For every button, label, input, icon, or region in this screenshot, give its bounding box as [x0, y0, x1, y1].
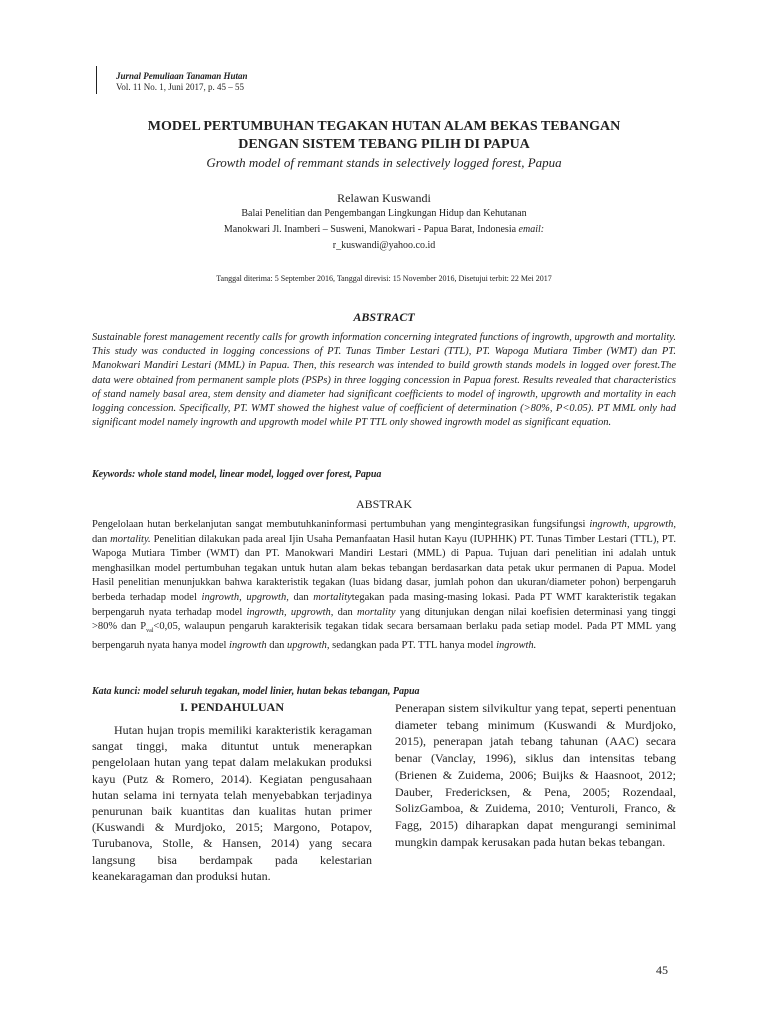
intro-paragraph-left: Hutan hujan tropis memiliki karakteristik keragaman sangat tinggi, maka dituntut untuk menerapkan pengelolaan hutan yang tepat dalam melakukan produksi kayu (Putz & Romero, 2014). Kegiatan pengusahaan hutan selama ini ternyata telah menyebabkan terjadinya penurunan baik kuantitas dan kualitas hutan primer (Kuswandi & Murdjoko, 2015; Margono, Potapov, Turubanova, Stolle, & Hansen, 2014) yang secara langsung bisa berdampak pada kelestarian keanekaragaman dan produksi hutan. [92, 723, 372, 883]
abstrak-term: ingrowth, upgrowth, [201, 591, 289, 603]
abstrak-term: ingrowth [589, 519, 627, 530]
abstrak-term: ingrowth [229, 639, 267, 651]
abstract-heading: ABSTRACT [353, 310, 415, 324]
abstract-body: Sustainable forest management recently calls for growth information concerning integrated functions of ingrowth, upgrowth and mortality. This study was conducted in logging concessions of PT. Tunas Timber Lestari (TTL), PT. Wapoga Mutiara Timber (WMT) dan PT. Manokwari Mandiri Lestari (MML) in Papua. Then, this research was intended to build growth stands models in logged over forest.The data were obtained from permanent sample plots (PSPs) in three logging concession in Papua forest. Results revealed that characteristics of stand namely basal area, stem density and diameter had significant coefficients to model of ingrowth, upgrowth and mortality in each logging concession. Specifically, PT. WMT showed the highest value of coefficient of determination (>80%, P<0.05). PT MML only had significant model namely ingrowth and upgrowth model while PT TTL only showed ingrowth model as significant equation. [92, 332, 676, 429]
abstrak-text: dan [293, 591, 309, 603]
abstrak-text: dan [92, 533, 108, 545]
header-rule [96, 66, 97, 94]
title-line-2: DENGAN SISTEM TEBANG PILIH DI PAPUA [238, 137, 530, 152]
abstrak-text: dan [269, 639, 285, 651]
journal-name: Jurnal Pemuliaan Tanaman Hutan [116, 71, 248, 81]
abstrak-heading: ABSTRAK [355, 497, 412, 511]
abstrak-term: upgrowth, [287, 639, 330, 651]
address-line [60, 222, 708, 238]
abstrak-term: mortality [313, 591, 352, 603]
abstrak-text: Penelitian dilakukan pada areal Ijin Usaha Pemanfaatan Hasil hutan Kayu (IUPHHK) PT. Tunas Timber Lestari (TTL), PT. Wapoga Mutiara Timber (WMT) dan PT. Manokwari Mandiri Lestari (MML) di Papua. Tujuan dari penelitian ini adalah untuk menghasilkan model pertumbuhan tegakan untuk hutan alam bekas tebangan berdasarkan data petak ukur permanen di Papua. Model Hasil penelitian menunjukkan bahwa karakteristik tegakan (luas bidang dasar, jumlah pohon dan ukuran/diameter pohon) berpengaruh berbeda terhadap model [92, 533, 676, 603]
abstrak-text: dan [337, 606, 353, 618]
left-column [92, 722, 372, 884]
author-affiliation-block [60, 206, 708, 254]
abstrak-term: mortality [357, 606, 396, 618]
right-column [395, 700, 676, 850]
submission-dates: Tanggal diterima: 5 September 2016, Tanggal direvisi: 15 November 2016, Disetujui terbit: 22 Mei 2017 [216, 274, 552, 283]
page-number: 45 [656, 963, 668, 977]
abstrak-term: mortality. [110, 533, 151, 545]
journal-header [116, 71, 247, 93]
abstrak-text: tegakan pada masing-masing lokasi. Pada PT WMT karakteristik tegakan berpengaruh nyata terhadap model [92, 591, 677, 618]
abstrak-body: Pengelolaan hutan berkelanjutan sangat membutuhkaninformasi pertumbuhan yang mengintegrasikan fungsifungsi ingrowth, upgrowth, dan mortality. Penelitian dilakukan pada areal Ijin Usaha Pemanfaatan Hasil hutan Kayu (IUPHHK) PT. Tunas Timber Lestari (TTL), PT. Wapoga Mutiara Timber (WMT) dan PT. Manokwari Mandiri Lestari (MML) di Papua. Tujuan dari penelitian ini adalah untuk menghasilkan model pertumbuhan tegakan untuk hutan alam bekas tebangan berdasarkan data petak ukur permanen di Papua. Model Hasil penelitian menunjukkan bahwa karakteristik tegakan (luas bidang dasar, jumlah pohon dan ukuran/diameter pohon) berpengaruh berbeda terhadap model ingrowth, upgrowth, dan mortalitytegakan pada masing-masing lokasi. Pada PT WMT karakteristik tegakan berpengaruh nyata terhadap model ingrowth, upgrowth, dan mortality yang ditunjukan dengan nilai koefisien determinasi yang tinggi >80% dan $P_{val}<0,05$, walaupun pengaruh karakterisik tegakan tidak secara bersamaan berlaku pada setiap model. Pada PT MML yang berpengaruh nyata hanya model ingrowth dan upgrowth, sedangkan pada PT. TTL hanya model ingrowth. [92, 519, 677, 651]
section-heading: I. PENDAHULUAN [179, 700, 284, 714]
paper-title [60, 118, 708, 154]
intro-paragraph-right: Penerapan sistem silvikultur yang tepat, seperti penentuan diameter tebang minimum (Kuswandi & Murdjoko, 2015), penerapan jatah tebang tahunan (AAC) secara benar (Vanclay, 1996), siklus dan intensitas tebang (Brienen & Zuidema, 2006; Buijks & Haasnoot, 2012; Dauber, Fredericksen, & Pena, 2005; Rozendaal, SolizGamboa, & Zuidema, 2010; Venturoli, Franco, & Fagg, 2015) diharapkan dapat mengurangi seminimal mungkin dampak kerusakan pada hutan bekas tebangan. [395, 701, 676, 849]
abstrak-term: ingrowth, upgrowth, [246, 606, 334, 618]
kata-kunci: Kata kunci: model seluruh tegakan, model linier, hutan bekas tebangan, Papua [92, 686, 420, 697]
affiliation: Balai Penelitian dan Pengembangan Lingkungan Hidup dan Kehutanan [241, 208, 527, 219]
abstrak-text: sedangkan pada PT. TTL hanya model [332, 639, 494, 651]
email: r_kuswandi@yahoo.co.id [332, 240, 436, 251]
abstrak-term: upgrowth, [633, 519, 677, 530]
email-label: email: [518, 224, 545, 235]
abstrak-term: ingrowth. [496, 639, 537, 651]
abstrak-text: <0,05, walaupun pengaruh karakterisik tegakan tidak secara bersamaan berlaku pada setiap model. Pada PT MML yang berpengaruh nyata hanya model [92, 621, 676, 651]
author-name: Relawan Kuswandi [337, 191, 431, 205]
journal-volume: Vol. 11 No. 1, Juni 2017, p. 45 – 55 [116, 82, 245, 92]
abstrak-text: Pengelolaan hutan berkelanjutan sangat membutuhkaninformasi pertumbuhan yang mengintegrasikan fungsifungsi [92, 519, 586, 530]
p-value-subscript: val [146, 628, 154, 635]
title-line-1: MODEL PERTUMBUHAN TEGAKAN HUTAN ALAM BEKAS TEBANGAN [147, 119, 621, 134]
english-title: Growth model of remmant stands in selectively logged forest, Papua [206, 155, 562, 170]
keywords: Keywords: whole stand model, linear model, logged over forest, Papua [92, 469, 382, 480]
abstrak-text: yang ditunjukan dengan nilai koefisien determinasi yang tinggi >80% dan P [92, 606, 677, 633]
address: Manokwari Jl. Inamberi – Susweni, Manokwari - Papua Barat, Indonesia [223, 224, 517, 235]
